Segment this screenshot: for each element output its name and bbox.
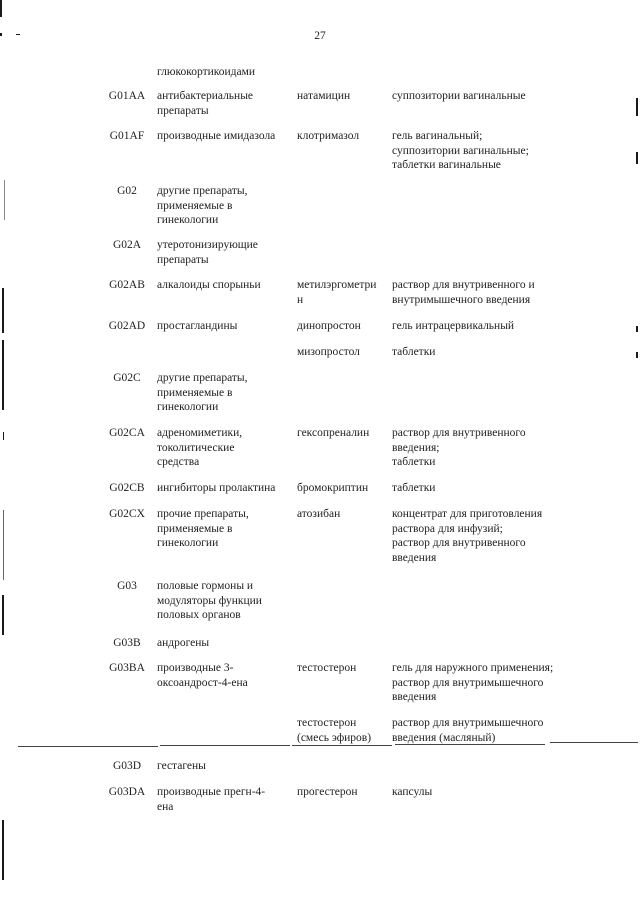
form-cell xyxy=(392,785,592,800)
form-cell xyxy=(392,278,592,307)
form-cell xyxy=(392,89,592,104)
atc-code: G03 xyxy=(117,580,137,592)
form-line: гель вагинальный; xyxy=(392,130,483,142)
form-line: таблетки xyxy=(392,456,436,468)
scan-mark xyxy=(4,180,5,220)
scan-mark xyxy=(2,595,4,635)
scan-mark xyxy=(636,152,638,164)
drug-cell xyxy=(297,661,389,676)
group-cell xyxy=(157,636,297,651)
group-line: другие препараты, xyxy=(157,372,248,384)
group-line: производные прегн-4- xyxy=(157,786,266,798)
form-line: раствор для внутримышечного xyxy=(392,717,544,729)
atc-code: G02CA xyxy=(109,427,145,439)
group-line: утеротонизирующие xyxy=(157,239,258,251)
group-line: ингибиторы пролактина xyxy=(157,482,276,494)
form-line: введения (масляный) xyxy=(392,731,496,744)
drug-line: атозибан xyxy=(297,508,341,520)
form-line: раствор для внутривенного и xyxy=(392,279,535,291)
atc-code: G03DA xyxy=(108,786,146,798)
form-line: раствор для внутривенного xyxy=(392,537,526,549)
scan-mark xyxy=(3,432,4,440)
group-cell xyxy=(157,129,297,144)
group-cell xyxy=(157,89,297,118)
drug-line: (смесь эфиров) xyxy=(297,731,372,744)
group-line: ена xyxy=(157,800,174,813)
group-line: адреномиметики, xyxy=(157,427,243,439)
group-line: другие препараты, xyxy=(157,185,248,197)
form-line: гель для наружного применения; xyxy=(392,662,554,674)
group-line: гинекологии xyxy=(157,401,219,413)
form-line: таблетки вагинальные xyxy=(392,159,501,171)
scan-mark xyxy=(636,352,638,358)
scan-mark xyxy=(636,326,638,332)
drug-line: гексопреналин xyxy=(297,427,370,439)
drug-cell xyxy=(297,278,389,307)
scan-mark xyxy=(2,288,4,333)
group-cell xyxy=(157,319,297,334)
drug-cell xyxy=(297,507,389,522)
atc-code: G02A xyxy=(112,239,142,251)
form-line: введения; xyxy=(392,441,440,454)
drug-line: прогестерон xyxy=(297,786,358,798)
form-line: суппозитории вагинальные xyxy=(392,90,526,102)
group-line: антибактериальные xyxy=(157,90,254,102)
drug-line: тестостерон xyxy=(297,662,357,674)
group-line: прочие препараты, xyxy=(157,508,249,520)
group-line: гинекологии xyxy=(157,537,219,549)
group-cell xyxy=(157,785,297,814)
group-cell xyxy=(157,65,297,80)
form-line: внутримышечного введения xyxy=(392,293,531,306)
atc-code: G02 xyxy=(117,185,137,197)
group-cell xyxy=(157,184,297,228)
group-cell xyxy=(157,481,297,496)
drug-line: натамицин xyxy=(297,90,351,102)
group-cell xyxy=(157,371,297,415)
group-cell xyxy=(157,759,297,774)
form-cell xyxy=(392,129,592,173)
group-line: препараты xyxy=(157,253,209,266)
group-line: гестагены xyxy=(157,760,206,772)
page-number: 27 xyxy=(314,30,326,42)
drug-cell xyxy=(297,481,389,496)
group-cell xyxy=(157,278,297,293)
form-line: введения xyxy=(392,551,437,564)
form-cell xyxy=(392,716,592,745)
scan-mark xyxy=(3,510,4,580)
drug-cell xyxy=(297,716,389,745)
form-cell xyxy=(392,661,592,705)
group-line: алкалоиды спорыньи xyxy=(157,279,261,291)
scan-mark xyxy=(636,98,638,116)
drug-line: мизопростол xyxy=(297,346,360,358)
drug-cell xyxy=(297,345,389,360)
atc-code: G03BA xyxy=(109,662,145,674)
group-line: половые гормоны и xyxy=(157,580,254,592)
form-line: таблетки xyxy=(392,482,436,494)
atc-code: G03D xyxy=(112,760,142,772)
scan-mark xyxy=(2,340,4,410)
form-line: таблетки xyxy=(392,346,436,358)
form-line: раствор для внутривенного xyxy=(392,427,526,439)
scan-dash xyxy=(160,745,290,746)
form-line: концентрат для приготовления xyxy=(392,508,543,520)
group-line: простагландины xyxy=(157,320,238,332)
group-cell xyxy=(157,238,297,267)
atc-code: G02AD xyxy=(108,320,146,332)
group-line: производные имидазола xyxy=(157,130,276,142)
drug-cell xyxy=(297,426,389,441)
form-cell xyxy=(392,481,592,496)
group-line: производные 3- xyxy=(157,662,234,674)
group-line: андрогены xyxy=(157,637,210,649)
form-cell xyxy=(392,507,592,565)
form-line: введения xyxy=(392,691,437,703)
group-line: половых органов xyxy=(157,609,241,621)
form-cell xyxy=(392,426,592,470)
group-line: гинекологии xyxy=(157,214,219,226)
group-line: применяемые в xyxy=(157,199,233,212)
form-line: капсулы xyxy=(392,786,433,798)
form-cell xyxy=(392,345,592,360)
scan-dash xyxy=(18,746,158,747)
group-cell xyxy=(157,507,297,551)
atc-code: G01AA xyxy=(108,90,146,102)
scan-mark xyxy=(2,820,4,880)
group-line: препараты xyxy=(157,104,209,117)
drug-line: н xyxy=(297,293,304,306)
group-line: применяемые в xyxy=(157,522,233,535)
drug-cell xyxy=(297,129,389,144)
drug-cell xyxy=(297,89,389,104)
atc-code: G01AF xyxy=(109,130,145,142)
group-cell xyxy=(157,661,297,690)
group-line: средства xyxy=(157,456,200,468)
form-cell xyxy=(392,319,592,334)
atc-code: G02CB xyxy=(109,482,145,494)
drug-cell xyxy=(297,319,389,334)
drug-cell xyxy=(297,785,389,800)
scan-dash xyxy=(292,745,392,746)
drug-line: бромокриптин xyxy=(297,482,369,494)
group-line: глюкокортикоидами xyxy=(157,66,256,78)
drug-line: тестостерон xyxy=(297,717,357,729)
group-line: модуляторы функции xyxy=(157,594,262,607)
drug-line: клотримазол xyxy=(297,130,360,142)
atc-code: G03B xyxy=(113,637,141,649)
form-line: суппозитории вагинальные; xyxy=(392,144,529,157)
form-line: раствора для инфузий; xyxy=(392,522,503,535)
group-cell xyxy=(157,579,297,623)
atc-code: G02C xyxy=(113,372,141,384)
form-line: гель интрацервикальный xyxy=(392,320,515,332)
drug-line: метилэргометри xyxy=(297,279,377,291)
atc-code: G02CX xyxy=(109,508,145,520)
scan-mark xyxy=(0,0,2,17)
form-line: раствор для внутримышечного xyxy=(392,676,544,689)
group-line: применяемые в xyxy=(157,386,233,399)
group-cell xyxy=(157,426,297,470)
group-line: токолитические xyxy=(157,441,235,454)
drug-line: динопростон xyxy=(297,320,361,332)
group-line: оксоандрост-4-ена xyxy=(157,676,248,689)
atc-code: G02AB xyxy=(109,279,145,291)
